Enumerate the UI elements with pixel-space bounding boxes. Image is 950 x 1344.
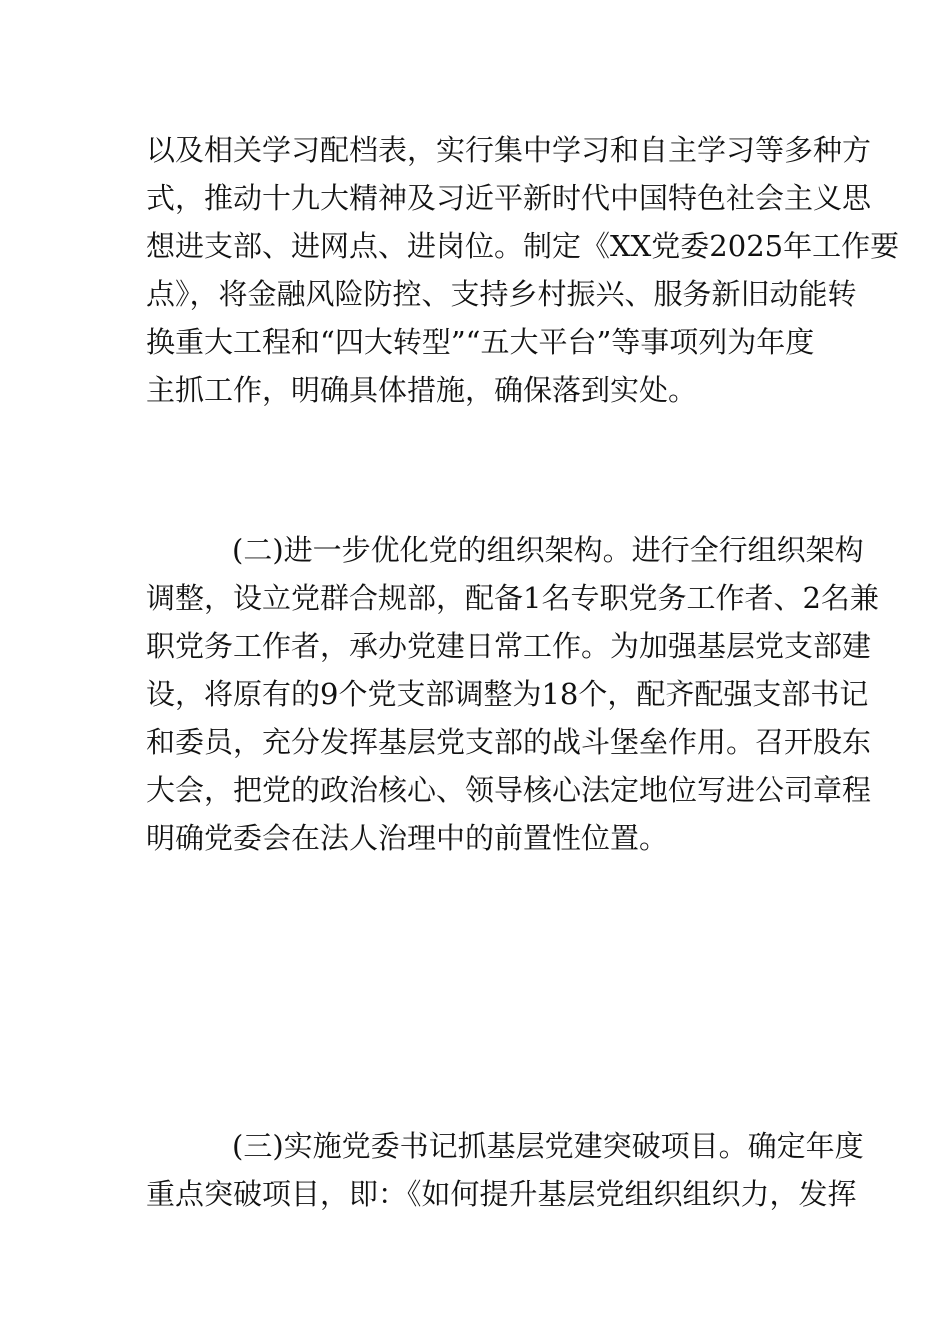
text-line: 点》，将金融风险防控、支持乡村振兴、服务新旧动能转 [146, 277, 857, 311]
text-line: 换重大工程和“四大转型”“五大平台”等事项列为年度 [146, 325, 815, 359]
text-line: 以及相关学习配档表，实行集中学习和自主学习等多种方 [146, 133, 872, 167]
text-line: 想进支部、进网点、进岗位。制定《XX党委2025年工作要 [146, 229, 900, 263]
text-line: 大会，把党的政治核心、领导核心法定地位写进公司章程 [146, 773, 872, 807]
text-line: 职党务工作者，承办党建日常工作。为加强基层党支部建 [146, 629, 872, 663]
text-line: 明确党委会在法人治理中的前置性位置。 [146, 821, 669, 855]
text-line: 和委员，充分发挥基层党支部的战斗堡垒作用。召开股东 [146, 725, 872, 759]
text-line: 主抓工作，明确具体措施，确保落到实处。 [146, 373, 698, 407]
paragraph-heading-line: (二)进一步优化党的组织架构。进行全行组织架构 [232, 533, 864, 567]
text-line: 式，推动十九大精神及习近平新时代中国特色社会主义思 [146, 181, 872, 215]
text-line: 调整，设立党群合规部，配备1名专职党务工作者、2名兼 [146, 581, 879, 615]
text-line: 设，将原有的9个党支部调整为18个，配齐配强支部书记 [146, 677, 869, 711]
paragraph-heading-line: (三)实施党委书记抓基层党建突破项目。确定年度 [232, 1129, 864, 1163]
text-line: 重点突破项目，即：《如何提升基层党组织组织力，发挥 [146, 1177, 857, 1211]
